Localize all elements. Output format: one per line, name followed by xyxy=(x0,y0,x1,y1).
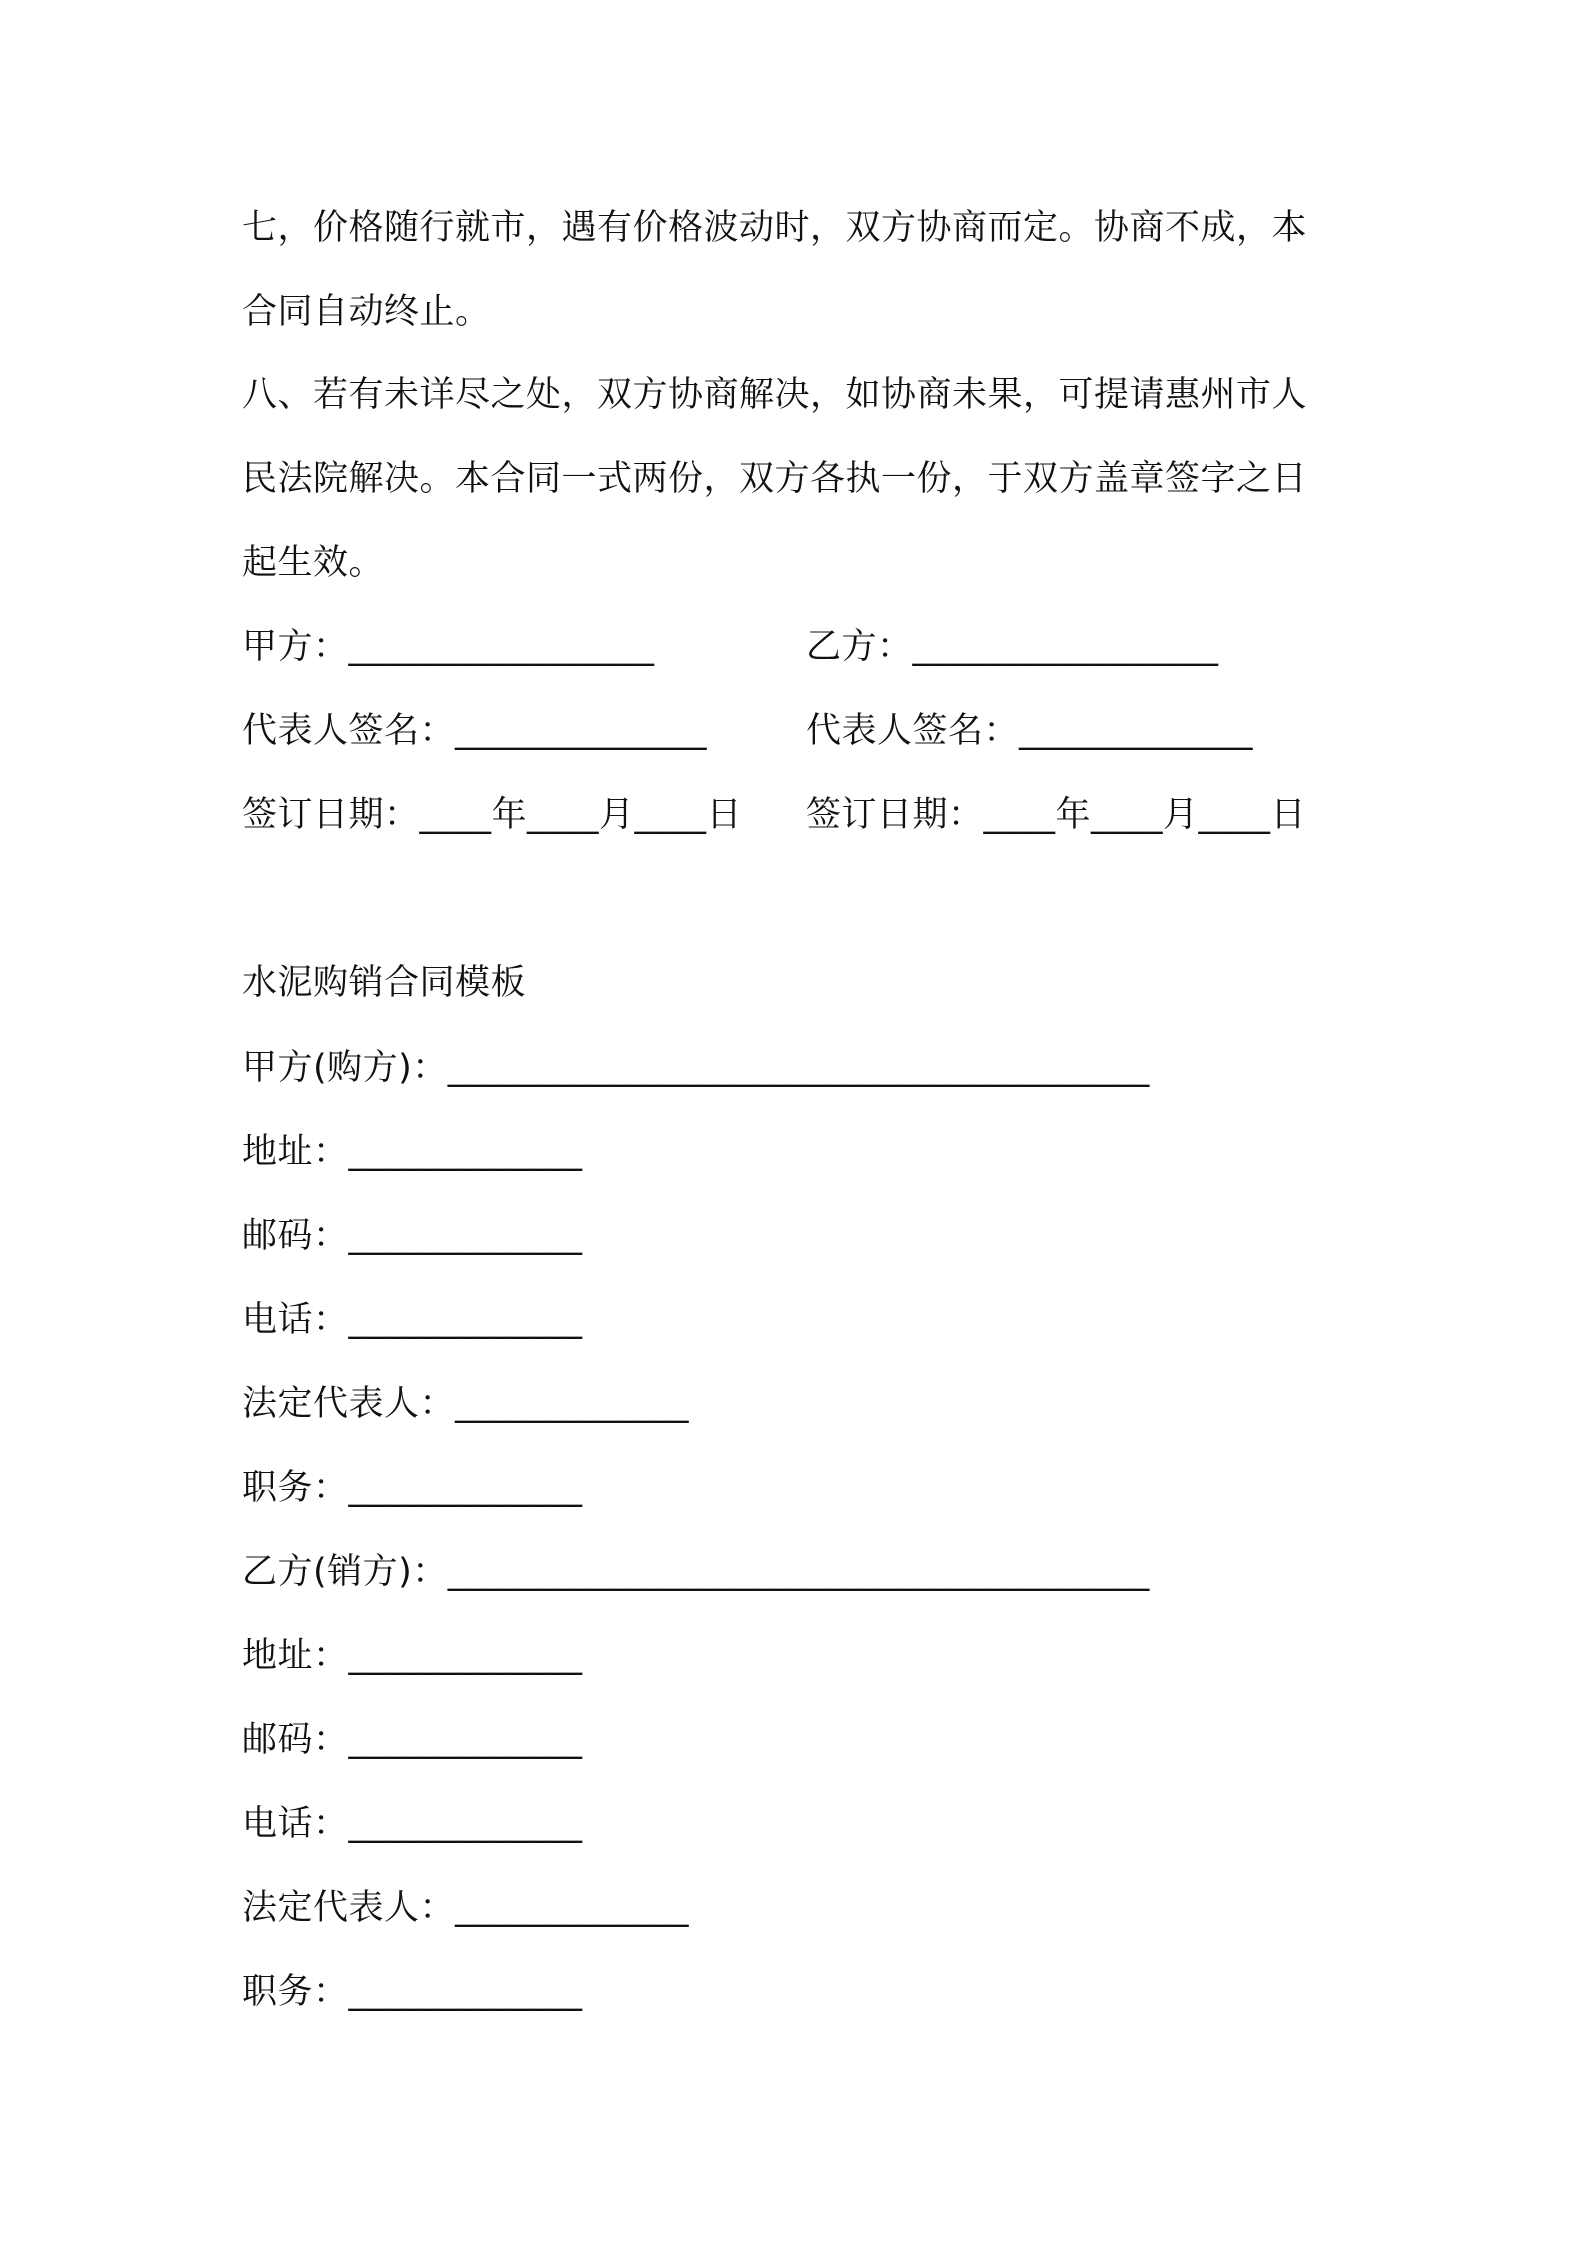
buyer-party: 甲方(购方)：_______________________________________ xyxy=(242,1048,1150,1088)
seller-postcode: 邮码：_____________ xyxy=(242,1720,583,1760)
buyer-postcode: 邮码：_____________ xyxy=(242,1216,583,1256)
seller-phone: 电话：_____________ xyxy=(242,1804,583,1844)
party-b-signature: 乙方：_________________ xyxy=(806,627,1219,667)
buyer-address: 地址：_____________ xyxy=(242,1132,583,1172)
clause-7-line-1: 七，价格随行就市，遇有价格波动时，双方协商而定。协商不成，本 xyxy=(242,208,1308,248)
seller-position: 职务：_____________ xyxy=(242,1972,583,2012)
seller-party: 乙方(销方)：_______________________________________ xyxy=(242,1552,1150,1592)
rep-b-signature: 代表人签名：_____________ xyxy=(806,711,1254,751)
template-title: 水泥购销合同模板 xyxy=(242,963,527,1003)
rep-a-signature: 代表人签名：______________ xyxy=(242,711,708,751)
clause-8-line-2: 民法院解决。本合同一式两份，双方各执一份，于双方盖章签字之日 xyxy=(242,459,1308,499)
date-b: 签订日期：____年____月____日 xyxy=(806,795,1307,835)
seller-address: 地址：_____________ xyxy=(242,1636,583,1676)
clause-8-line-1: 八、若有未详尽之处，双方协商解决，如协商未果，可提请惠州市人 xyxy=(242,375,1308,415)
buyer-phone: 电话：_____________ xyxy=(242,1300,583,1340)
buyer-position: 职务：_____________ xyxy=(242,1468,583,1508)
seller-legal-rep: 法定代表人：_____________ xyxy=(242,1888,690,1928)
buyer-legal-rep: 法定代表人：_____________ xyxy=(242,1384,690,1424)
clause-7-line-2: 合同自动终止。 xyxy=(242,292,491,332)
clause-8-line-3: 起生效。 xyxy=(242,543,385,583)
party-a-signature: 甲方：_________________ xyxy=(242,627,655,667)
date-a: 签订日期：____年____月____日 xyxy=(242,795,743,835)
